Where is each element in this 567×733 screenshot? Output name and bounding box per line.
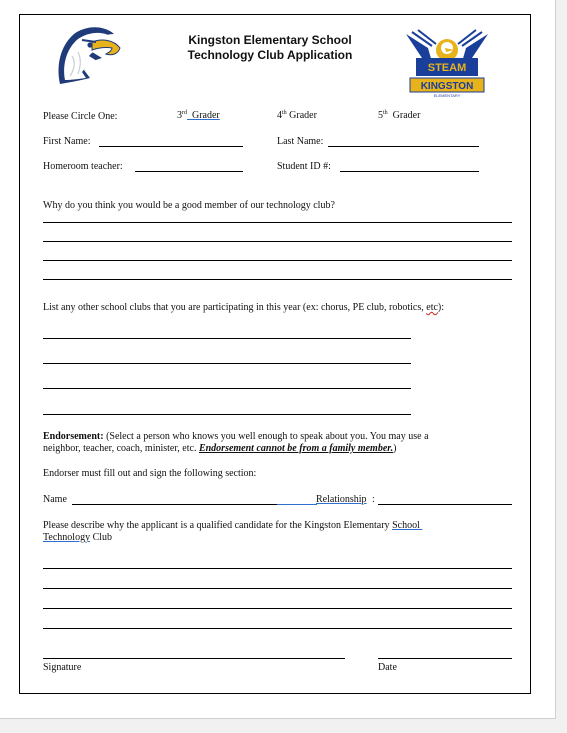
- kingston-steam-logo: [402, 28, 492, 100]
- relationship-label: Relationship: [316, 494, 367, 505]
- describe-prompt-line2: Technology Club: [43, 532, 113, 543]
- why-member-question: Why do you think you would be a good member of our technology club?: [43, 200, 335, 211]
- grade-option-3[interactable]: 3rd Grader: [177, 110, 220, 121]
- grade-prompt: Please Circle One:: [43, 111, 118, 122]
- family-member-note: Endorsement cannot be from a family member.: [198, 443, 394, 454]
- describe-prompt-line1: Please describe why the applicant is a qualified candidate for the Kingston Elementary School: [43, 520, 420, 531]
- clubs-line[interactable]: [43, 338, 411, 339]
- signature-label: Signature: [43, 662, 82, 673]
- document-title-line2: Technology Club Application: [187, 48, 353, 62]
- last-name-field[interactable]: [328, 146, 479, 147]
- description-line[interactable]: [43, 628, 512, 629]
- answer-line[interactable]: [43, 260, 512, 261]
- relationship-field[interactable]: [378, 504, 512, 505]
- answer-line[interactable]: [43, 241, 512, 242]
- homeroom-field[interactable]: [135, 171, 243, 172]
- answer-line[interactable]: [43, 279, 512, 280]
- first-name-field[interactable]: [99, 146, 243, 147]
- clubs-line[interactable]: [43, 414, 411, 415]
- student-id-field[interactable]: [340, 171, 479, 172]
- answer-line[interactable]: [43, 222, 512, 223]
- document-title-line1: Kingston Elementary School: [188, 33, 352, 47]
- endorser-name-field[interactable]: [72, 504, 277, 505]
- name-field-grammar-mark: [277, 504, 317, 505]
- date-field[interactable]: [378, 658, 512, 659]
- description-line[interactable]: [43, 608, 512, 609]
- grade-option-5[interactable]: 5th Grader: [378, 110, 421, 121]
- eagle-mascot-logo: [52, 22, 122, 90]
- endorsement-paragraph-line2: neighbor, teacher, coach, minister, etc. Endorsement cannot be from a family member.): [43, 443, 397, 454]
- grade-option-4[interactable]: 4th Grader: [277, 110, 317, 121]
- clubs-line[interactable]: [43, 363, 411, 364]
- description-line[interactable]: [43, 568, 512, 569]
- first-name-label: First Name:: [43, 136, 91, 147]
- svg-text:ELEMENTARY: ELEMENTARY: [433, 93, 461, 98]
- document-page: Kingston Elementary School Technology Club Application STEAM KINGSTON ELEMENTARY Please Circle One: 3rd Grader 4th Grader 5th Grader First Name: Last Name: Homeroom teacher: Student ID #: Why do you think you would be a good member of our technology club? List any other school clubs that you are participating in this year (ex: chorus, PE club, robotics, etc): Endorsement: (Select a person who knows you well enough to speak about you. You may use a neighbor, teacher, coach, minister, etc. Endorsement cannot be from a family member.) Endorser must fill out and sign the following section: Name Relationship : Please describe why the applicant is a qualified candidate for the Kingston Elementary School Technology Club Signature Date: [0, 0, 556, 719]
- name-label: Name: [43, 494, 67, 505]
- date-label: Date: [378, 662, 397, 673]
- signature-field[interactable]: [43, 658, 345, 659]
- last-name-label: Last Name:: [277, 136, 324, 147]
- other-clubs-question: List any other school clubs that you are participating in this year (ex: chorus, PE club, robotics, etc):: [43, 302, 445, 313]
- endorsement-paragraph-line1: Endorsement: (Select a person who knows you well enough to speak about you. You may use a: [43, 431, 429, 442]
- endorsement-heading: Endorsement:: [43, 431, 104, 442]
- clubs-line[interactable]: [43, 388, 411, 389]
- homeroom-label: Homeroom teacher:: [43, 161, 123, 172]
- kingston-logo-text: KINGSTON: [420, 81, 474, 92]
- description-line[interactable]: [43, 588, 512, 589]
- endorser-instruction: Endorser must fill out and sign the following section:: [43, 468, 257, 479]
- svg-text:STEAM: STEAM: [427, 62, 467, 74]
- student-id-label: Student ID #:: [277, 161, 331, 172]
